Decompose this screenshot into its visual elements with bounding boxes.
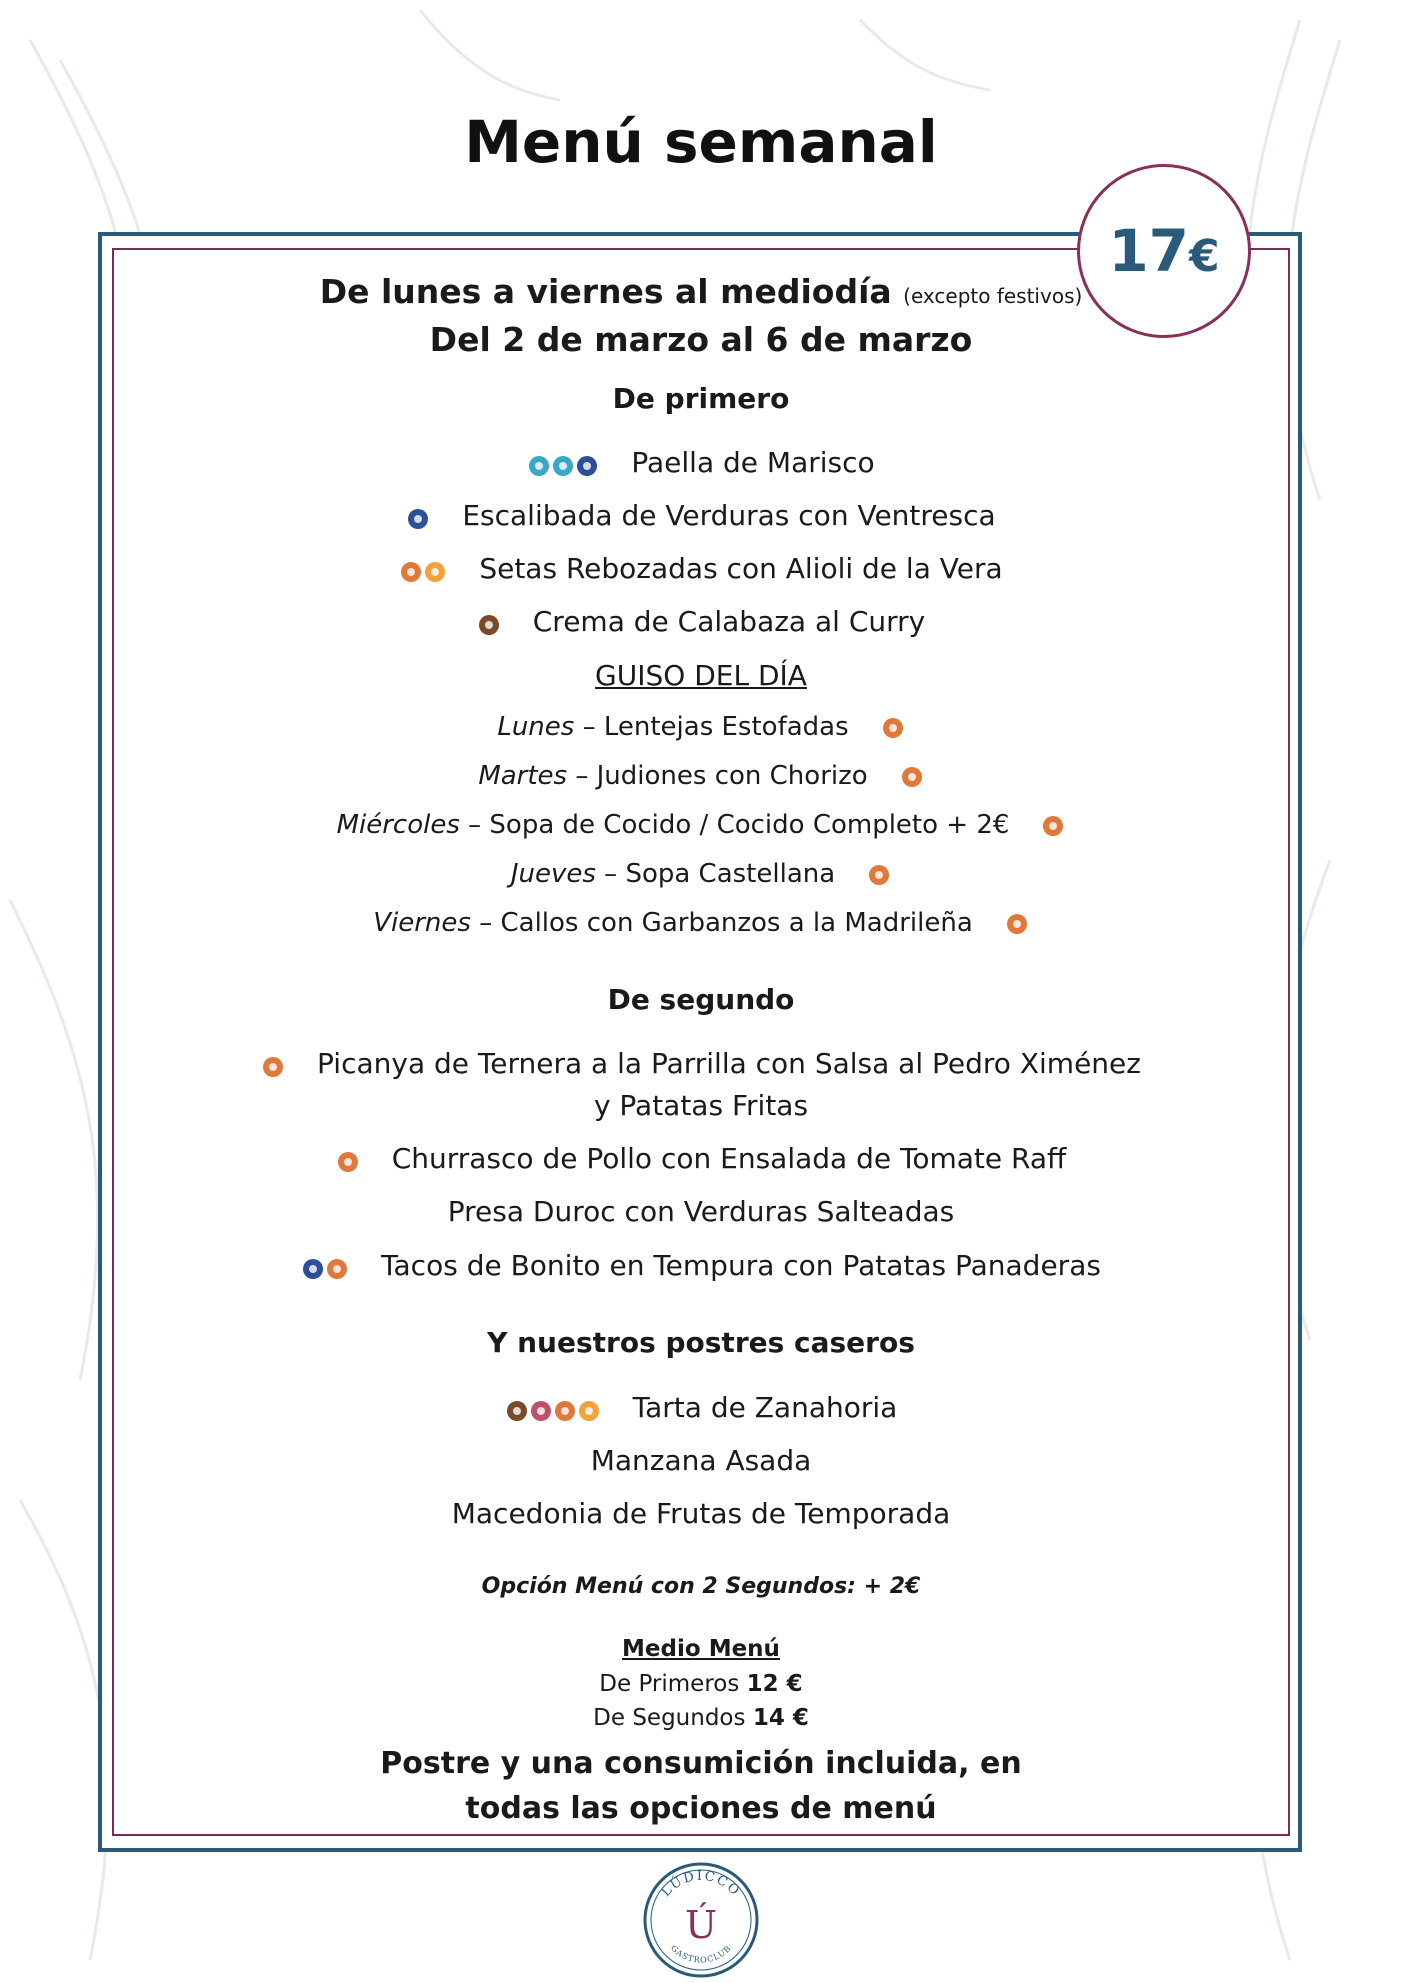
guiso-day: Jueves: [510, 859, 596, 889]
guiso-dish: Sopa Castellana: [625, 859, 836, 889]
gluten-icon: [327, 1259, 347, 1279]
price-currency: €: [1189, 231, 1220, 282]
dish-primero-4: [0, 605, 1402, 640]
dish-name: Churrasco de Pollo con Ensalada de Tomate Raff: [391, 1142, 1067, 1175]
dish-postre-3: Macedonia de Frutas de Temporada: [451, 1497, 951, 1530]
medio-menu-heading: Medio Menú: [622, 1636, 780, 1662]
dish-name: Crema de Calabaza al Curry: [532, 605, 926, 638]
fish-icon: [577, 456, 597, 476]
logo-letter: Ú: [684, 1903, 718, 1947]
dish-name: Tarta de Zanahoria: [632, 1391, 898, 1424]
gluten-icon: [1043, 816, 1063, 836]
guiso-day-row: [0, 908, 1402, 939]
gluten-icon: [555, 1401, 575, 1421]
dish-name: Escalibada de Verduras con Ventresca: [462, 499, 996, 532]
section-heading-postres: Y nuestros postres caseros: [487, 1326, 915, 1359]
gluten-icon: [338, 1152, 358, 1172]
gluten-icon: [263, 1057, 283, 1077]
egg-icon: [425, 562, 445, 582]
dish-segundo-3: Presa Duroc con Verduras Salteadas: [447, 1195, 955, 1228]
nuts-icon: [507, 1401, 527, 1421]
guiso-day: Miércoles: [336, 810, 460, 840]
page-title: Menú semanal: [464, 108, 938, 176]
section-heading-segundo: De segundo: [607, 983, 795, 1016]
footer-line-1: Postre y una consumición incluida, en: [380, 1746, 1022, 1781]
guiso-dish: Judiones con Chorizo: [596, 761, 868, 791]
allergen-group: [406, 501, 430, 534]
gluten-icon: [401, 562, 421, 582]
guiso-day: Lunes: [497, 712, 575, 742]
allergen-group: [261, 1049, 285, 1082]
gluten-icon: [883, 718, 903, 738]
dish-postre-1: [0, 1391, 1402, 1426]
guiso-day: Viernes: [373, 908, 471, 938]
milk-icon: [531, 1401, 551, 1421]
medio-label: De Segundos: [593, 1705, 746, 1731]
medio-menu-primeros: [0, 1671, 1402, 1697]
separator: –: [470, 908, 501, 938]
allergen-group: [301, 1251, 349, 1284]
fish-icon: [303, 1259, 323, 1279]
dish-segundo-2: [0, 1142, 1402, 1177]
allergen-group: [881, 713, 905, 743]
dish-segundo-1: [0, 1047, 1402, 1082]
ludicco-logo: [641, 1860, 761, 1980]
price-badge: [1077, 164, 1251, 338]
price-amount: 17: [1108, 217, 1190, 285]
dish-segundo-1-line2: y Patatas Fritas: [593, 1089, 809, 1122]
medio-label: De Primeros: [599, 1671, 740, 1697]
guiso-day-row: [0, 810, 1402, 841]
date-range: Del 2 de marzo al 6 de marzo: [429, 320, 973, 359]
logo-bottom-text: GASTROCLUB: [668, 1943, 734, 1965]
schedule-note: (excepto festivos): [903, 284, 1083, 308]
allergen-group: [336, 1144, 360, 1177]
dish-name: Picanya de Ternera a la Parrilla con Salsa al Pedro Ximénez: [317, 1047, 1141, 1080]
separator: –: [567, 761, 597, 791]
dish-postre-2: Manzana Asada: [590, 1444, 812, 1477]
medio-price: 12 €: [746, 1671, 803, 1697]
dish-name: Paella de Marisco: [631, 446, 875, 479]
fish-icon: [408, 509, 428, 529]
dish-name: Setas Rebozadas con Alioli de la Vera: [479, 552, 1003, 585]
molluscs-icon: [529, 456, 549, 476]
gluten-icon: [869, 865, 889, 885]
schedule-text: De lunes a viernes al mediodía: [319, 272, 892, 311]
gluten-icon: [1007, 914, 1027, 934]
guiso-dish: Callos con Garbanzos a la Madrileña: [500, 908, 973, 938]
guiso-day-row: [0, 761, 1402, 792]
egg-icon: [579, 1401, 599, 1421]
guiso-dish: Sopa de Cocido / Cocido Completo + 2€: [489, 810, 1010, 840]
dish-primero-1: [0, 446, 1402, 481]
medio-price: 14 €: [752, 1705, 809, 1731]
logo-top-text: LÚDICCO: [658, 1868, 744, 1900]
guiso-dish: Lentejas Estofadas: [603, 712, 849, 742]
crustaceans-icon: [553, 456, 573, 476]
guiso-heading: GUISO DEL DÍA: [595, 659, 807, 692]
dish-name: Tacos de Bonito en Tempura con Patatas Panaderas: [381, 1249, 1101, 1282]
guiso-day: Martes: [478, 761, 568, 791]
dish-segundo-4: [0, 1249, 1402, 1284]
allergen-group: [477, 607, 501, 640]
allergen-group: [527, 448, 599, 481]
allergen-group: [867, 860, 891, 890]
allergen-group: [399, 554, 447, 587]
allergen-group: [1005, 909, 1029, 939]
guiso-day-row: [0, 712, 1402, 743]
guiso-day-row: [0, 859, 1402, 890]
allergen-group: [505, 1393, 601, 1426]
medio-menu-segundos: [0, 1705, 1402, 1731]
mustard-icon: [479, 615, 499, 635]
dish-primero-3: [0, 552, 1402, 587]
separator: –: [574, 712, 604, 742]
footer-line-2: todas las opciones de menú: [465, 1791, 937, 1826]
separator: –: [595, 859, 626, 889]
separator: –: [459, 810, 490, 840]
allergen-group: [900, 762, 924, 792]
allergen-group: [1041, 811, 1065, 841]
option-note: Opción Menú con 2 Segundos: + 2€: [481, 1574, 921, 1599]
gluten-icon: [902, 767, 922, 787]
section-heading-primero: De primero: [612, 382, 790, 415]
dish-primero-2: [0, 499, 1402, 534]
